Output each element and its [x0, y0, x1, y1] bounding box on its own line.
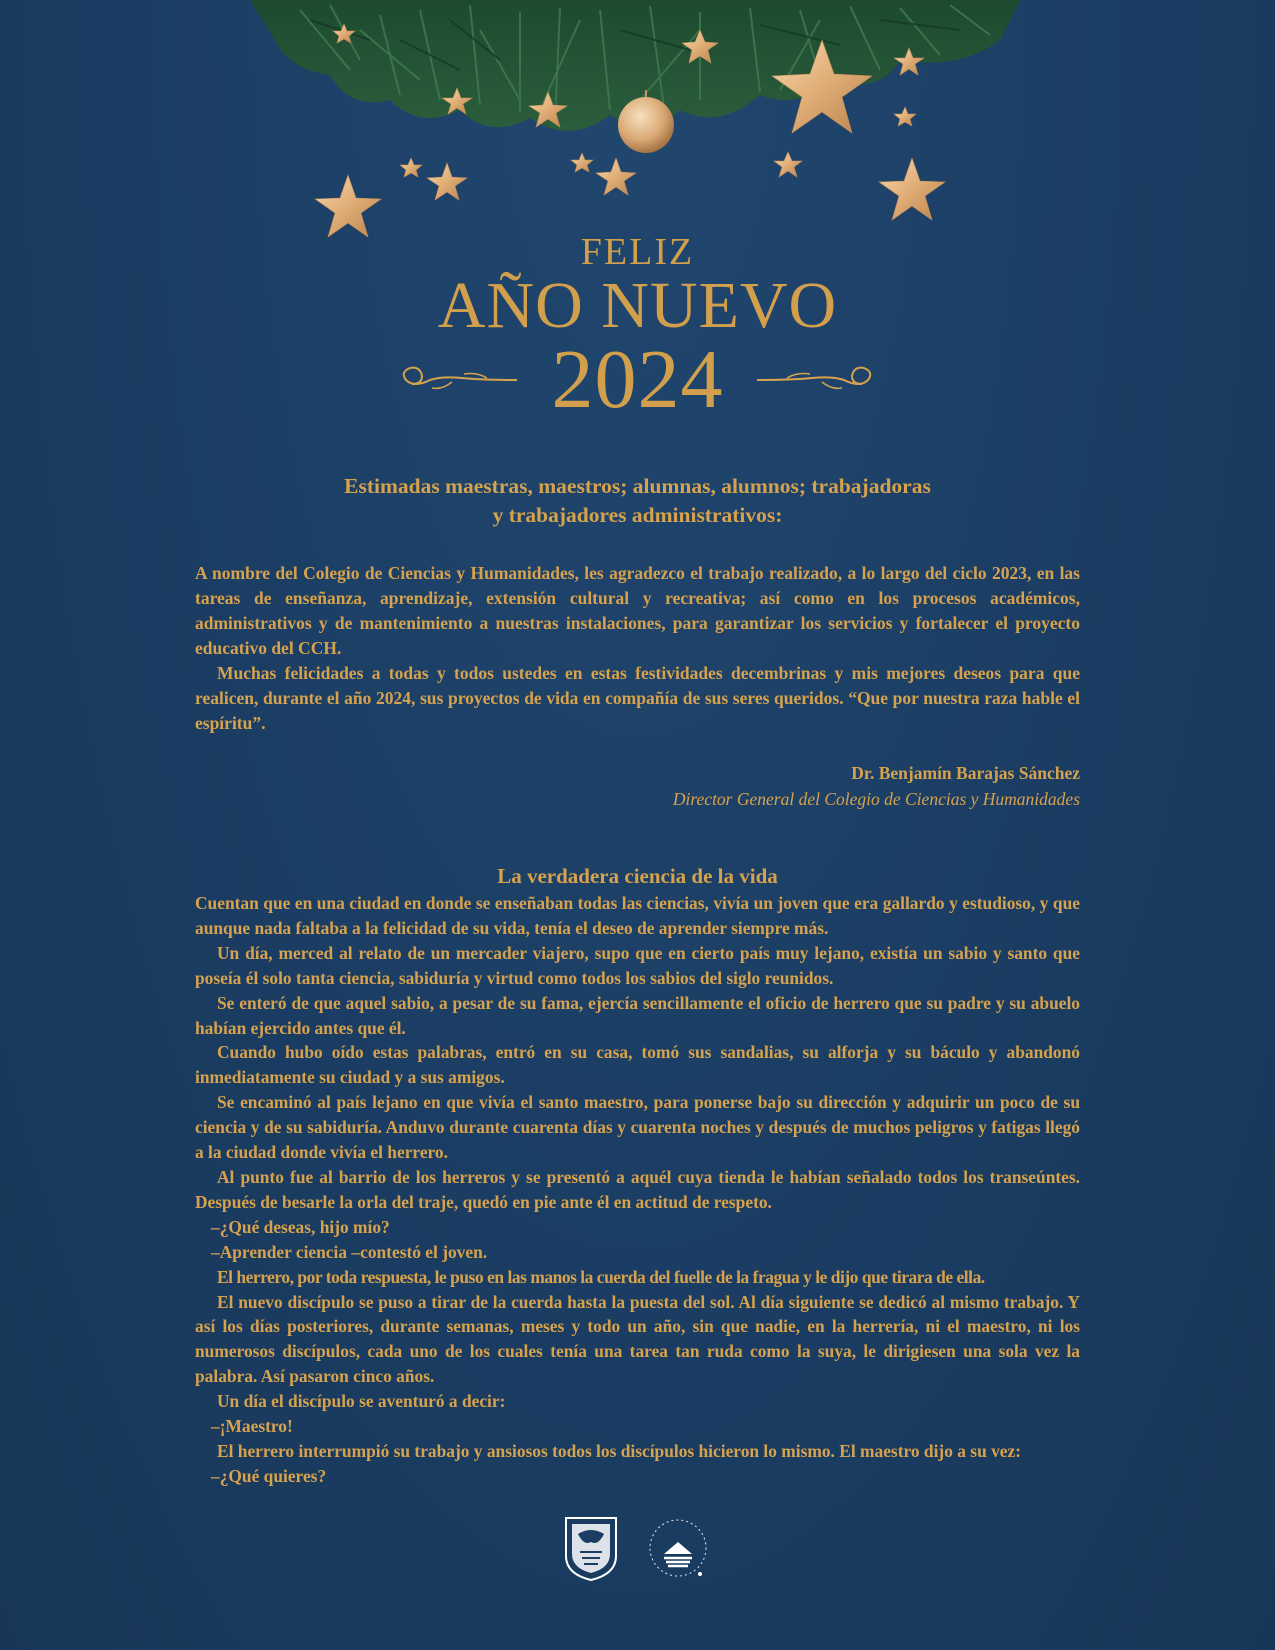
story-paragraph: Se encaminó al país lejano en que vivía el santo maestro, para ponerse bajo su dirección y adquirir un poco de su ciencia y de su sabiduría. Anduvo durante cuarenta días y cuarenta noches y después de muchos peligros y fatigas llegó a la ciudad donde vivía el herrero. [195, 1092, 1080, 1163]
star-icon [596, 158, 636, 195]
story-paragraph: Se enteró de que aquel sabio, a pesar de su fama, ejercía sencillamente el oficio de herrero que su padre y su abuelo habían ejercido antes que él. [195, 992, 1080, 1038]
star-icon [571, 153, 593, 172]
salutation-line-2: y trabajadores administrativos: [492, 503, 783, 527]
year-row [0, 333, 1275, 426]
signature-block [560, 760, 1080, 812]
letter-paragraph-1: A nombre del Colegio de Ciencias y Humanidades, les agradezco el trabajo realizado, a lo largo del ciclo 2023, en las tareas de enseñanza, aprendizaje, extensión cultural y recreativa; así como en los procesos académicos, administrativos y de mantenimiento a nuestras instalaciones, para garantizar los servicios y fortalecer el proyecto educativo del CCH. [195, 563, 1080, 658]
star-icon [894, 107, 916, 126]
cch-seal-icon [650, 1520, 706, 1576]
salutation-line-1: Estimadas maestras, maestros; alumnas, alumnos; trabajadoras [344, 474, 931, 498]
flourish-left-icon [392, 358, 522, 398]
ornament-ball-icon [618, 97, 674, 153]
pine-branch-decoration [0, 0, 1275, 260]
star-icon [879, 158, 945, 220]
year-heading: 2024 [551, 333, 724, 426]
story-body [195, 891, 1080, 1489]
star-icon [400, 158, 422, 177]
story-paragraph: Un día, merced al relato de un mercader viajero, supo que en cierto país muy lejano, existía un sabio y santo que poseía él solo tanta ciencia, sabiduría y virtud como todos los sabios del siglo reunidos. [195, 942, 1080, 988]
institution-logos [560, 1512, 720, 1582]
story-dialogue: –¡Maestro! [211, 1416, 293, 1437]
star-icon [427, 163, 467, 200]
star-icon [315, 175, 381, 237]
story-paragraph: El herrero, por toda respuesta, le puso en las manos la cuerda del fuelle de la fragua y le dijo que tirara de ella. [217, 1266, 985, 1287]
flourish-right-icon [752, 358, 882, 398]
salutation [200, 472, 1075, 530]
story-paragraph: Cuando hubo oído estas palabras, entró en su casa, tomó sus sandalias, su alforja y su báculo y abandonó inmediatamente su ciudad y a sus amigos. [195, 1042, 1080, 1088]
star-icon [774, 152, 802, 177]
greeting-header [0, 231, 1275, 426]
story-title: La verdadera ciencia de la vida [497, 864, 778, 888]
unam-shield-icon [566, 1518, 616, 1580]
letter-paragraph-2: Muchas felicidades a todas y todos ustedes en estas festividades decembrinas y mis mejores deseos para que realicen, durante el año 2024, sus proyectos de vida en compañía de sus seres queridos. “Que por nuestra raza hable el espíritu”. [195, 663, 1080, 733]
letter-body [195, 561, 1080, 736]
ano-nuevo-heading: AÑO NUEVO [437, 269, 838, 342]
story-paragraph: Al punto fue al barrio de los herreros y se presentó a aquél cuya tienda le habían señalado todos los transeúntes. Después de besarle la orla del traje, quedó en pie ante él en actitud de respeto. [195, 1166, 1080, 1212]
signature-name: Dr. Benjamín Barajas Sánchez [851, 763, 1080, 783]
feliz-heading: FELIZ [580, 231, 695, 273]
story-dialogue: –¿Qué quieres? [211, 1465, 327, 1486]
story-dialogue: –¿Qué deseas, hijo mío? [211, 1216, 390, 1237]
story-paragraph: El herrero interrumpió su trabajo y ansiosos todos los discípulos hicieron lo mismo. El maestro dijo a su vez: [217, 1440, 1022, 1461]
signature-role: Director General del Colegio de Ciencias y Humanidades [672, 789, 1080, 809]
story-paragraph: Cuentan que en una ciudad en donde se enseñaban todas las ciencias, vivía un joven que era gallardo y estudioso, y que aunque nada faltaba a la felicidad de su vida, tenía el deseo de aprender siempre más. [195, 893, 1080, 938]
story-paragraph: Un día el discípulo se aventuró a decir: [217, 1391, 506, 1412]
story-dialogue: –Aprender ciencia –contestó el joven. [211, 1241, 488, 1262]
story-paragraph: El nuevo discípulo se puso a tirar de la cuerda hasta la puesta del sol. Al día siguiente se dedicó al mismo trabajo. Y así los días posteriores, durante semanas, meses y todo un año, sin que nadie, en la herrería, ni el maestro, ni los numerosos discípulos, cada uno de los cuales tenía una tarea tan ruda como la suya, le dirigiesen una sola vez la palabra. Así pasaron cinco años. [195, 1291, 1080, 1387]
